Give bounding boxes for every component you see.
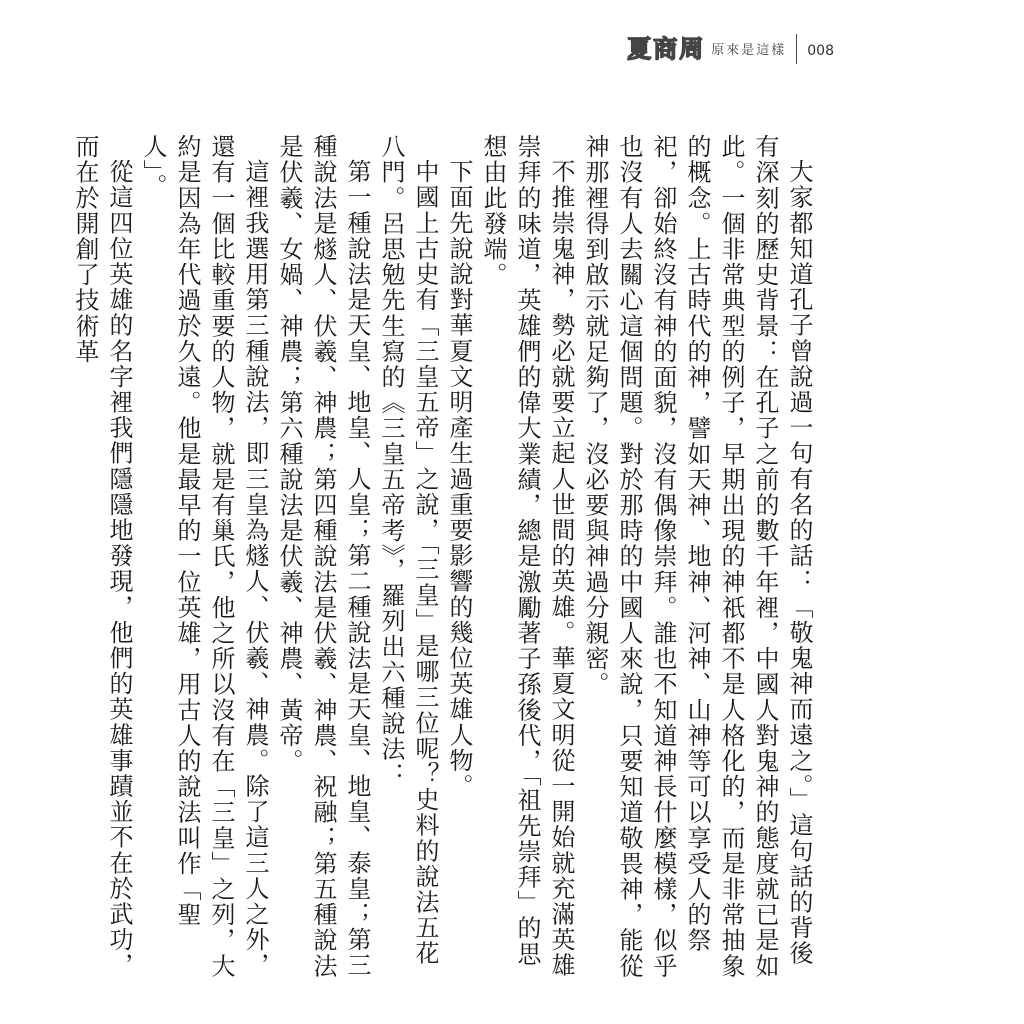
body-text	[68, 134, 816, 984]
book-subtitle: 原來是這樣	[711, 43, 787, 58]
paragraph: 不推崇鬼神，勢必就要立起人世間的英雄。華夏文明從一開始就充滿英雄崇拜的味道，英雄們的偉大業績，總是激勵著子孫後代，「祖先崇拜」的思想由此發端。	[479, 134, 575, 979]
paragraph: 從這四位英雄的名字裡我們隱隱地發現，他們的英雄事蹟並不在於武功，而在於開創了技術革	[71, 134, 133, 979]
paragraph: 中國上古史有「三皇五帝」之說，「三皇」是哪三位呢？史料的說法五花八門。呂思勉先生寫的《三皇五帝考》，羅列出六種說法：	[377, 134, 439, 967]
book-title: 夏商周	[627, 35, 706, 63]
paragraph: 第一種說法是天皇、地皇、人皇；第二種說法是天皇、地皇、泰皇；第三種說法是燧人、伏羲、神農；第四種說法是伏羲、神農、祝融；第五種說法是伏羲、女媧、神農；第六種說法是伏羲、神農、黃帝。	[275, 134, 371, 979]
page-number: 008	[807, 43, 834, 59]
header-divider	[796, 34, 797, 64]
running-header	[627, 34, 834, 64]
paragraph: 下面先說說對華夏文明產生過重要影響的幾位英雄人物。	[445, 159, 473, 800]
paragraph: 這裡我選用第三種說法，即三皇為燧人、伏羲、神農。除了這三人之外，還有一個比較重要的人物，就是有巢氏，他之所以沒有在「三皇」之列，大約是因為年代過於久遠。他是最早的一位英雄，用古人的說法叫作「聖人」。	[139, 134, 269, 979]
paragraph: 大家都知道孔子曾說過一句有名的話：「敬鬼神而遠之。」這句話的背後有深刻的歷史背景：在孔子之前的數千年裡，中國人對鬼神的態度就已是如此。一個非常典型的例子，早期出現的神祇都不是人格化的，而是非常抽象的概念。上古時代的神，譬如天神、地神、河神、山神等可以享受人的祭祀，卻始終沒有神的面貌，沒有偶像崇拜。誰也不知道神長什麼模樣，似乎也沒有人去關心這個問題。對於那時的中國人來說，只要知道敬畏神，能從神那裡得到啟示就足夠了，沒必要與神過分親密。	[581, 134, 813, 979]
